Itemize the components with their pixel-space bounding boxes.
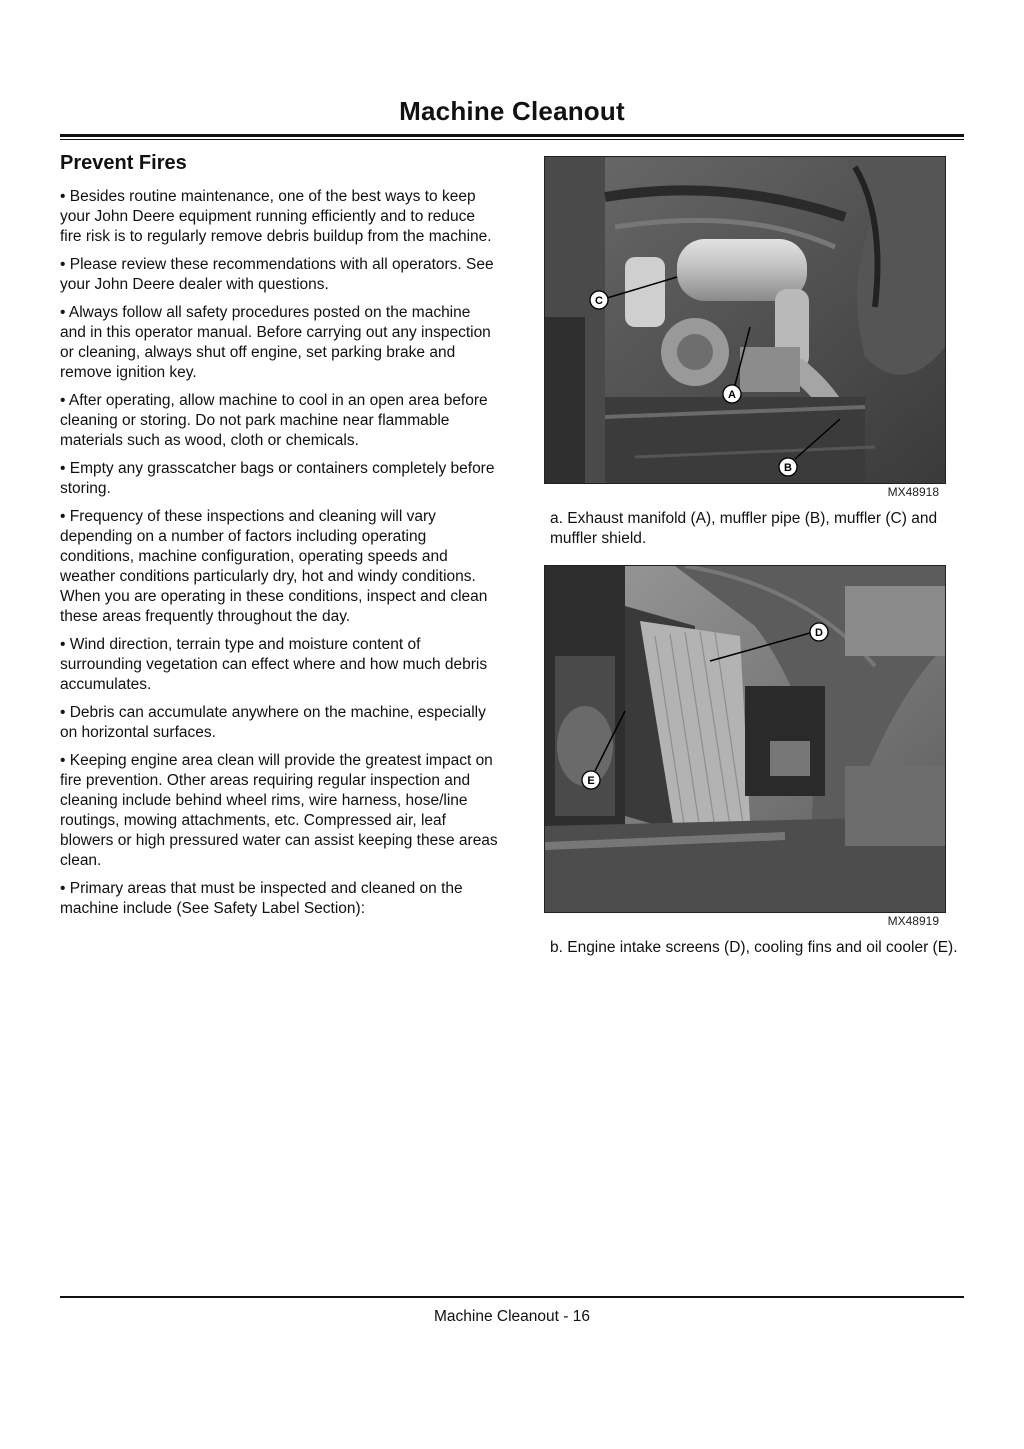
engine-muffler-photo (544, 156, 946, 484)
intake-screens-photo (544, 565, 946, 913)
bullet-item: • Besides routine maintenance, one of the best ways to keep your John Deere equipment running efficiently and to reduce fire risk is to regularly remove debris buildup from the machine. (60, 188, 492, 245)
callout-e: E (587, 775, 595, 787)
figure-caption: a. Exhaust manifold (A), muffler pipe (B), muffler (C) and muffler shield. (550, 510, 938, 547)
callout-d: D (815, 627, 823, 639)
bullet-item: • Empty any grasscatcher bags or containers completely before storing. (60, 460, 495, 497)
prevent-fires-section (60, 152, 500, 927)
callout-b: B (784, 462, 792, 474)
callout-c: C (595, 295, 603, 307)
bullet-item: • Debris can accumulate anywhere on the machine, especially on horizontal surfaces. (60, 704, 486, 741)
bullet-item: • After operating, allow machine to cool in an open area before cleaning or storing. Do not park machine near flammable materials such as wood, cloth or chemicals. (60, 392, 488, 449)
bullet-item: • Keeping engine area clean will provide the greatest impact on fire prevention. Other areas requiring regular inspection and cleaning include behind wheel rims, wire harness, hose/line routings, mowing attachments, etc. Compressed air, leaf blowers or high pressured water can assist keeping these areas clean. (60, 752, 498, 869)
bullet-item: • Always follow all safety procedures posted on the machine and in this operator manual. Before carrying out any inspection or cleaning, always shut off engine, set parking brake and remove ignition key. (60, 304, 491, 381)
footer-rule (60, 1296, 964, 1298)
figure-id: MX48919 (887, 914, 939, 928)
page-title: Machine Cleanout (399, 96, 625, 126)
section-heading: Prevent Fires (60, 152, 187, 174)
callout-a: A (728, 389, 736, 401)
bullet-item: • Please review these recommendations with all operators. See your John Deere dealer with questions. (60, 256, 494, 293)
title-rule-thick (60, 134, 964, 137)
bullet-item: • Primary areas that must be inspected and cleaned on the machine include (See Safety Label Section): (60, 880, 463, 917)
bullet-item: • Frequency of these inspections and cleaning will vary depending on a number of factors including operating conditions, machine configuration, operating speeds and weather conditions particularly dry, hot and windy conditions. When you are operating in these conditions, inspect and clean these areas frequently throughout the day. (60, 508, 488, 625)
figure-caption: b. Engine intake screens (D), cooling fins and oil cooler (E). (550, 939, 958, 956)
bullet-item: • Wind direction, terrain type and moisture content of surrounding vegetation can effect where and how much debris accumulates. (60, 636, 488, 693)
figure-id: MX48918 (887, 485, 939, 499)
title-rule-thin (60, 139, 964, 140)
page-footer: Machine Cleanout - 16 (434, 1308, 590, 1325)
